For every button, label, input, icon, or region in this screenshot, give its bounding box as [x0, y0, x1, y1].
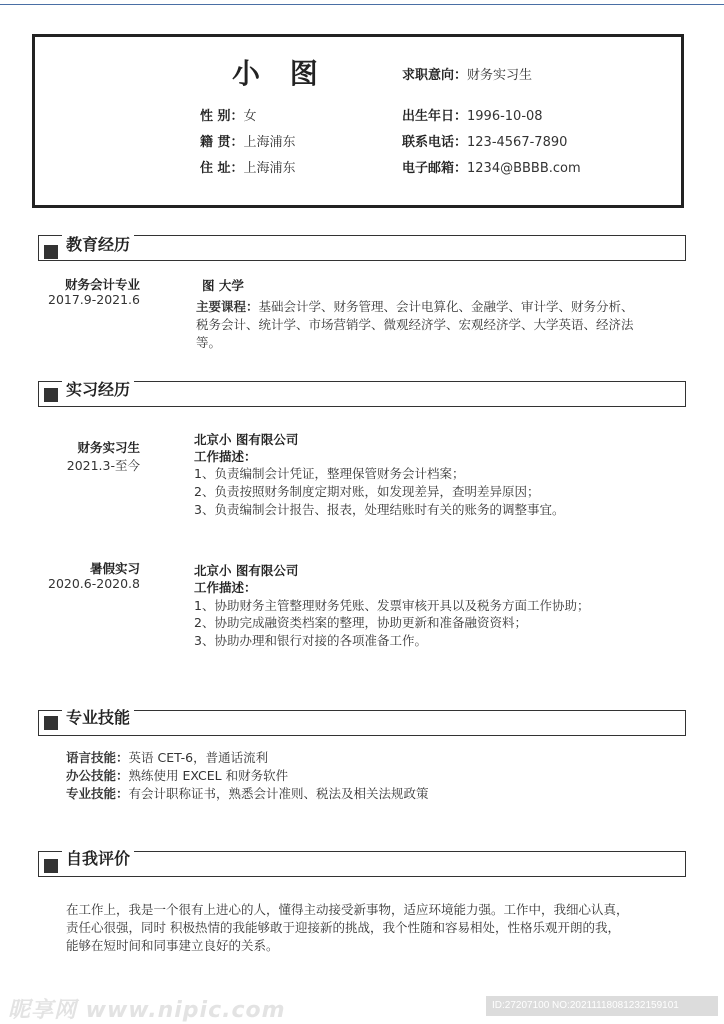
- job-1-role: 财务实习生: [77, 440, 140, 455]
- address-row: [200, 157, 296, 176]
- birth-row: [402, 105, 543, 124]
- education-period: 2017.9-2021.6: [48, 292, 140, 307]
- phone-value: 123-4567-7890: [467, 135, 568, 150]
- site-watermark: 昵享网 www.nipic.com: [8, 998, 286, 1023]
- skill-label: 语言技能：: [66, 750, 129, 765]
- job-1-item-2: 2、负责按照财务制度定期对账，如发现差异，查明差异原因；: [194, 484, 540, 499]
- job-1-period: 2021.3-至今: [66, 458, 140, 473]
- skill-row-professional: [66, 784, 429, 802]
- skill-label: 办公技能：: [66, 768, 129, 783]
- gender-value: 女: [243, 109, 257, 124]
- self-eval-line-3: 能够在短时间和同事建立良好的关系。: [66, 938, 279, 953]
- email-row: [402, 157, 581, 176]
- job-2-item-2: 2、协助完成融资类档案的整理，协助更新和准备融资资料；: [194, 615, 527, 630]
- job-2-item-1: 1、协助财务主管整理财务凭账、发票审核开具以及税务方面工作协助；: [194, 598, 590, 613]
- section-marker-icon: [44, 859, 58, 873]
- skill-value: 有会计职称证书，熟悉会计准则、税法及相关法规政策: [128, 786, 429, 801]
- skill-row-language: [66, 748, 268, 766]
- origin-value: 上海浦东: [243, 135, 296, 150]
- birth-value: 1996-10-08: [467, 109, 543, 124]
- education-major: 财务会计专业: [64, 277, 140, 292]
- courses-line-1: [196, 297, 634, 315]
- job-2-item-3: 3、协助办理和银行对接的各项准备工作。: [194, 633, 427, 648]
- job-intent: [402, 64, 532, 83]
- self-eval-section-title: 自我评价: [62, 846, 134, 869]
- job-2-period: 2020.6-2020.8: [48, 576, 140, 591]
- birth-label: 出生年日：: [402, 109, 468, 124]
- profile-card: [32, 34, 684, 208]
- skills-section-title: 专业技能: [62, 705, 134, 728]
- job-1-item-3: 3、负责编制会计报告、报表，处理结账时有关的账务的调整事宜。: [194, 502, 565, 517]
- candidate-name: 小 图: [232, 57, 328, 90]
- section-marker-icon: [44, 716, 58, 730]
- job-intent-label: 求职意向：: [402, 68, 468, 83]
- address-value: 上海浦东: [243, 161, 296, 176]
- origin-label: 籍 贯：: [200, 135, 244, 150]
- email-value: 1234@BBBB.com: [467, 161, 581, 176]
- section-marker-icon: [44, 245, 58, 259]
- job-1-item-1: 1、负责编制会计凭证，整理保管财务会计档案；: [194, 466, 465, 481]
- job-2-role: 暑假实习: [89, 561, 140, 576]
- origin-row: [200, 131, 296, 150]
- image-id-watermark: ID:27207100 NO:20211118081232159101: [486, 996, 718, 1016]
- education-section-bar: [38, 235, 686, 261]
- education-section-title: 教育经历: [62, 232, 134, 255]
- gender-row: [200, 105, 257, 124]
- courses-line-2: 税务会计、统计学、市场营销学、微观经济学、宏观经济学、大学英语、经济法: [196, 317, 634, 332]
- job-intent-value: 财务实习生: [467, 68, 533, 83]
- self-eval-line-2: 责任心很强，同时 积极热情的我能够敢于迎接新的挑战，我个性随和容易相处，性格乐观开朗的我，: [66, 920, 620, 935]
- courses-label: 主要课程：: [196, 299, 259, 314]
- job-1-desc-label: 工作描述：: [194, 449, 257, 464]
- address-label: 住 址：: [200, 161, 244, 176]
- courses-text-1: 基础会计学、财务管理、会计电算化、金融学、审计学、财务分析、: [258, 299, 634, 314]
- skill-value: 熟练使用 EXCEL 和财务软件: [128, 768, 289, 783]
- skill-value: 英语 CET-6，普通话流利: [128, 750, 269, 765]
- skill-row-office: [66, 766, 288, 784]
- courses-line-3: 等。: [196, 335, 222, 350]
- top-divider: [0, 4, 724, 5]
- school-name: 图 大学: [202, 278, 244, 293]
- skill-label: 专业技能：: [66, 786, 129, 801]
- internship-section-bar: [38, 381, 686, 407]
- skills-section-bar: [38, 710, 686, 736]
- internship-section-title: 实习经历: [62, 377, 134, 400]
- job-1-company: 北京小 图有限公司: [194, 432, 299, 447]
- gender-label: 性 别：: [200, 109, 244, 124]
- job-2-desc-label: 工作描述：: [194, 580, 257, 595]
- job-2-company: 北京小 图有限公司: [194, 563, 299, 578]
- section-marker-icon: [44, 388, 58, 402]
- self-eval-line-1: 在工作上，我是一个很有上进心的人，懂得主动接受新事物，适应环境能力强。工作中，我细心认真，: [66, 902, 629, 917]
- phone-row: [402, 131, 567, 150]
- self-eval-section-bar: [38, 851, 686, 877]
- phone-label: 联系电话：: [402, 135, 468, 150]
- email-label: 电子邮箱：: [402, 161, 468, 176]
